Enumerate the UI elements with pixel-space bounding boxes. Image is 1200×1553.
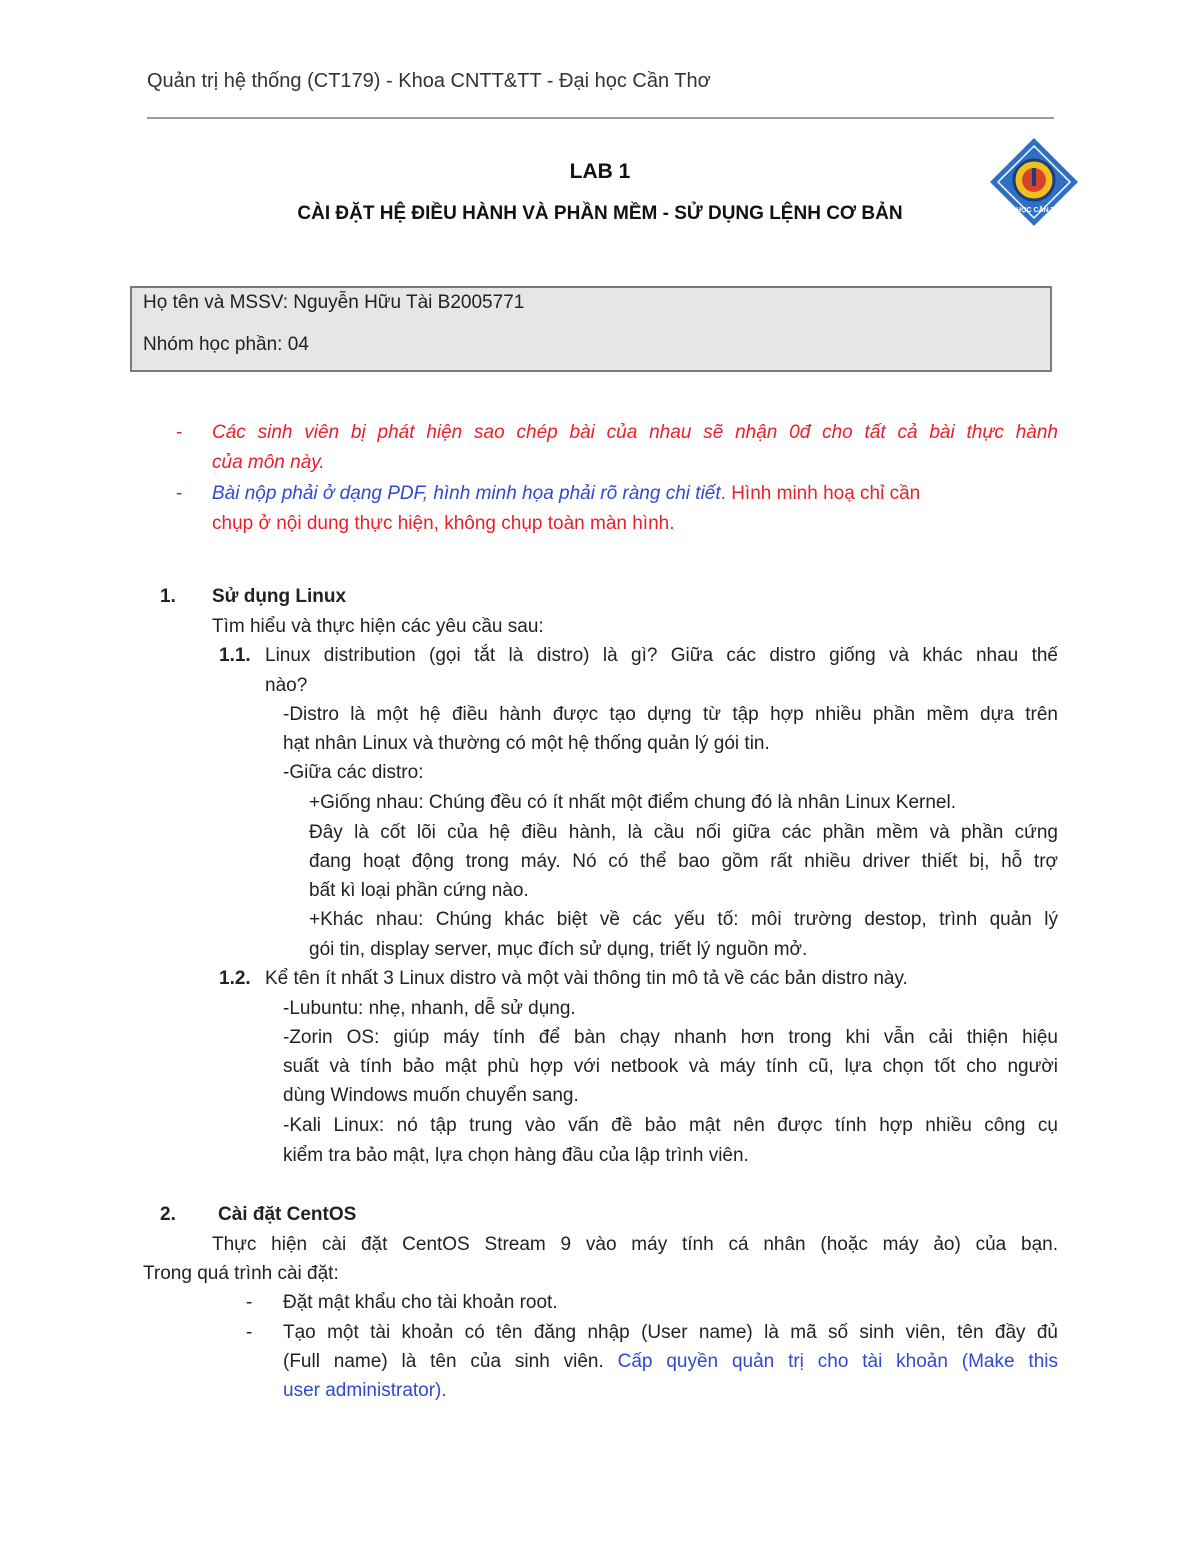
a2-line: suất và tính bảo mật phù hợp với netbook và máy tính cũ, lựa chọn tốt cho người [283,1056,1058,1077]
a1-sub-line: bất kì loại phần cứng nào. [309,880,529,901]
section2-intro-line1: Thực hiện cài đặt CentOS Stream 9 vào máy tính cá nhân (hoặc máy ảo) của bạn. [212,1234,1058,1255]
q1-number: 1.1. [219,645,251,666]
lab-title: LAB 1 [569,160,631,183]
a1-line: -Giữa các distro: [283,762,424,783]
note1-line1: Các sinh viên bị phát hiện sao chép bài của nhau sẽ nhận 0đ cho tất cả bài thực hành [212,422,1058,443]
note2-red-text: . Hình minh hoạ chỉ cần [720,483,921,504]
a1-sub-line: đang hoạt động trong máy. Nó có thể bao gồm rất nhiều driver thiết bị, hỗ trợ [309,851,1058,872]
q2-text: Kể tên ít nhất 3 Linux distro và một vài thông tin mô tả về các bản distro này. [265,968,908,989]
a1-sub-line: gói tin, display server, mục đích sử dụng, triết lý nguồn mở. [309,939,808,960]
a1-sub-line: Đây là cốt lõi của hệ điều hành, là cầu nối giữa các phần mềm và phần cứng [309,822,1058,843]
student-info-box [130,286,1052,372]
item2-bullet: - [246,1322,253,1343]
section2-number: 2. [160,1204,176,1225]
note2-blue-text: Bài nộp phải ở dạng PDF, hình minh họa phải rõ ràng chi tiết [212,483,721,504]
a2-line: -Kali Linux: nó tập trung vào vấn đề bảo mật nên được tính hợp nhiều công cụ [283,1115,1058,1136]
a1-sub-line: +Khác nhau: Chúng khác biệt về các yếu tố: môi trường destop, trình quản lý [309,909,1058,930]
a1-line: hạt nhân Linux và thường có một hệ thống quản lý gói tin. [283,733,770,754]
item1-text: Đặt mật khẩu cho tài khoản root. [283,1292,558,1313]
item2-line2-black: (Full name) là tên của sinh viên. [283,1351,604,1372]
note2-line1 [212,479,920,509]
a1-sub-line: +Giống nhau: Chúng đều có ít nhất một điểm chung đó là nhân Linux Kernel. [309,792,956,813]
logo-text: ĐẠI HỌC CẦN THƠ [1002,207,1066,214]
section1-title: Sử dụng Linux [212,586,347,607]
item2-line2 [283,1347,1058,1377]
a1-line: -Distro là một hệ điều hành được tạo dựng từ tập hợp nhiều phần mềm dựa trên [283,704,1058,725]
item1-bullet: - [246,1292,253,1313]
course-group: Nhóm học phần: 04 [143,334,309,355]
q2-number: 1.2. [219,968,251,989]
q1-line2: nào? [265,675,308,696]
section2-intro-line2: Trong quá trình cài đặt: [143,1263,339,1284]
a2-line: dùng Windows muốn chuyển sang. [283,1085,579,1106]
document-header: Quản trị hệ thống (CT179) - Khoa CNTT&TT - Đại học Cần Thơ [147,70,711,92]
a2-line: -Lubuntu: nhẹ, nhanh, dễ sử dụng. [283,998,576,1019]
section1-intro: Tìm hiểu và thực hiện các yêu cầu sau: [212,616,544,637]
student-name-id: Họ tên và MSSV: Nguyễn Hữu Tài B2005771 [143,292,525,313]
note1-line2: của môn này. [212,452,325,473]
note2-line2: chụp ở nội dung thực hiện, không chụp toàn màn hình. [212,513,675,534]
q1-line1: Linux distribution (gọi tắt là distro) là gì? Giữa các distro giống và khác nhau thế [265,645,1058,666]
a2-line: kiểm tra bảo mật, lựa chọn hàng đầu của lập trình viên. [283,1145,749,1166]
note2-bullet: - [176,483,183,504]
item2-line1: Tạo một tài khoản có tên đăng nhập (User name) là mã số sinh viên, tên đầy đủ [283,1322,1058,1343]
item2-line2-blue: Cấp quyền quản trị cho tài khoản (Make this [617,1351,1058,1372]
item2-line3: user administrator). [283,1380,447,1401]
a2-line: -Zorin OS: giúp máy tính để bàn chạy nhanh hơn trong khi vẫn cải thiện hiệu [283,1027,1058,1048]
header-divider [147,117,1054,119]
note1-bullet: - [176,422,183,443]
section1-number: 1. [160,586,176,607]
lab-subtitle: CÀI ĐẶT HỆ ĐIỀU HÀNH VÀ PHẦN MỀM - SỬ DỤNG LỆNH CƠ BẢN [297,203,903,224]
section2-title: Cài đặt CentOS [218,1204,357,1225]
